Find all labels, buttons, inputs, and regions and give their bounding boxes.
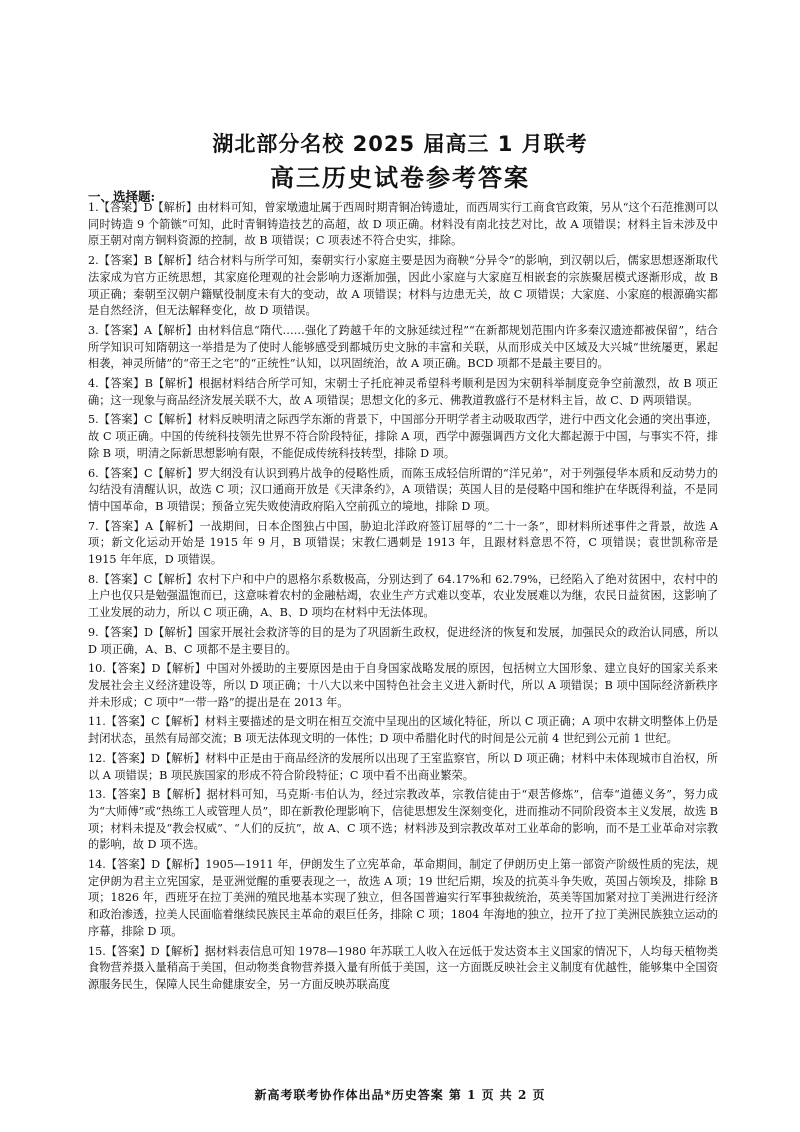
answer-item: 9.【答案】D【解析】国家开展社会救济等的目的是为了巩固新生政权，促进经济的恢复和发展，加强民众的政治认同感，所以 D 项正确，A、B、C 项都不是主要目的。: [88, 625, 718, 656]
answer-item: 15.【答案】D【解析】据材料表信息可知 1978—1980 年苏联工人收入在远低于发达资本主义国家的情况下，人均每天植物类食物营养摄入量稍高于美国，但动物类食物营养摄入量有所低于美国，这一方面既反映社会主义制度有优越性，能够集中全国资源服务民生，保障人民生命健康安全，另一方面反映苏联高度: [88, 944, 718, 991]
exam-title: 湖北部分名校 2025 届高三 1 月联考: [212, 132, 588, 156]
answer-item: 7.【答案】A【解析】一战期间，日本企图独占中国，胁迫北洋政府签订屈辱的“二十一条”，即材料所述事件之背景，故选 A 项；新文化运动开始是 1915 年 9 月，B 项错误；宋教仁遇刺是 1913 年，且跟材料意思不符，C 项错误；袁世凯称帝是 1915 年年底，D 项错误。: [88, 519, 718, 567]
answer-item: 1.【答案】D【解析】由材料可知，曾家墩遗址属于西周时期青铜冶铸遗址，而西周实行工商食官政策，另从“这个石范推测可以同时铸造 9 个箭镞”可知，此时青铜铸造技艺的高超，故 D 项正确。材料没有南北技艺对比，故 A 项错误；材料主旨未涉及中原王朝对南方铜料资源的控制，故 B 项错误；C 项表述不符合史实，排除。: [88, 201, 718, 248]
answer-item: 14.【答案】D【解析】1905—1911 年，伊朗发生了立宪革命，革命期间，制定了伊朗历史上第一部资产阶级性质的宪法，规定伊朗为君主立宪国家，是亚洲觉醒的重要表现之一，故选 A 项；19 世纪后期，埃及的抗英斗争失败，英国占领埃及，排除 B 项；1826 年，西班牙在拉丁美洲的殖民地基本实现了独立，但各国普遍实行军事独裁统治，英美等国加紧对拉丁美洲进行经济和政治渗透，拉美人民面临着继续民族民主革命的艰巨任务，排除 C 项；1804 年海地的独立，拉开了拉丁美洲民族独立运动的序幕，排除 D 项。: [88, 858, 718, 938]
answer-item: 2.【答案】B【解析】结合材料与所学可知，秦朝实行小家庭主要是因为商鞅“分异令”的影响，到汉朝以后，儒家思想逐渐取代法家成为官方正统思想，其家庭伦理观的社会影响力逐渐加强，因此小家庭与大家庭互相嵌套的宗族聚居模式逐渐形成，故 B 项正确；秦朝至汉朝户籍赋役制度未有大的变动，故 A 项错误；材料与边患无关，故 C 项错误；大家庭、小家庭的根源确实都是自然经济，但无法解释变化，故 D 项错误。: [88, 254, 718, 318]
answer-item: 6.【答案】C【解析】罗大纲没有认识到鸦片战争的侵略性质，而陈玉成轻信所谓的“洋兄弟”，对于列强侵华本质和反动势力的勾结没有清醒认识，故选 C 项；汉口通商开放是《天津条约》，A 项错误；英国人目的是侵略中国和维护在华既得利益，不是同情中国革命，B 项错误；预备立宪失败使清政府陷入空前孤立的境地，排除 D 项。: [88, 466, 718, 513]
answer-item: 11.【答案】C【解析】材料主要描述的是文明在相互交流中呈现出的区域化特征，所以 C 项正确；A 项中农耕文明整体上仍是封闭状态，虽然有局部交流；B 项无法体现文明的一体性；D 项中希腊化时代的时间是公元前 4 世纪到公元前 1 世纪。: [88, 715, 718, 746]
answer-key-title: 高三历史试卷参考答案: [270, 164, 530, 192]
answer-item: 3.【答案】A【解析】由材料信息“隋代……强化了跨越千年的文脉延续过程”“在新都规划范围内许多秦汉遗迹都被保留”，结合所学知识可知隋朝这一举措是为了使时人能够感受到都城历史文脉的丰富和关联，从而形成关中区域及大兴城“世统屡更，累起相袭，神灵所储”的“帝王之宅”的“正统性”认知，以巩固统治，故 A 项正确。BCD 项都不是最主要目的。: [88, 323, 718, 371]
answer-item: 8.【答案】C【解析】农村下户和中户的恩格尔系数极高，分别达到了 64.17%和 62.79%，已经陷入了绝对贫困中，农村中的上户也仅只是勉强温饱而已，这意味着农村的金融枯竭，农业生产方式难以变革，农业发展难以为继，农民日益贫困，这影响了工业发展的动力，所以 C 项正确，A、B、D 项均在材料中无法体现。: [88, 572, 718, 620]
answer-item: 10.【答案】D【解析】中国对外援助的主要原因是由于自身国家战略发展的原因，包括树立大国形象、建立良好的国家关系来发展社会主义经济建设等，所以 D 项正确；十八大以来中国特色社会主义进入新时代，所以 A 项错误；B 项中国际经济新秩序并未形成；C 项中“一带一路”的提出是在 2013 年。: [88, 662, 718, 709]
section-heading: 一、选择题:: [88, 189, 156, 204]
page-footer: 新高考联考协作体出品*历史答案 第 1 页 共 2 页: [254, 1088, 546, 1102]
answer-item: 13.【答案】B【解析】据材料可知，马克斯·韦伯认为，经过宗教改革，宗教信徒由于“艰苦修炼”，信奉“道德义务”，努力成为“大师傅”或“热练工人或管理人员”，即在新教伦理影响下，信徒思想发生深刻变化，进而推动不同阶段资本主义发展，故选 B 项；材料未提及“教会权威”、“人们的反抗”，故 A、C 项不选；材料涉及到宗教改革对工业革命的影响，而不是工业革命对宗教的影响，故 D 项不选。: [88, 788, 718, 852]
answer-item: 4.【答案】B【解析】根据材料结合所学可知，宋朝士子托庇神灵希望科考顺利是因为宋朝科举制度竞争空前激烈，故 B 项正确；这一现象与商品经济发展关联不大，故 A 项错误；思想文化的多元、佛教道教盛行不是材料主旨，故 C、D 两项错误。: [88, 377, 718, 407]
answer-list: [88, 200, 718, 997]
answer-item: 5.【答案】C【解析】材料反映明清之际西学东渐的背景下，中国部分开明学者主动吸取西学，进行中西文化会通的突出事迹，故 C 项正确。中国的传统科技领先世界不符合阶段特征，排除 A 项，西学中源强调西方文化大都起源于中国，与事实不符，排除 B 项，明清之际新思想影响有限，不能促成传统科技转型，排除 D 项。: [88, 413, 718, 460]
answer-item: 12.【答案】D【解析】材料中正是由于商品经济的发展所以出现了王室监察官，所以 D 项正确；材料中未体现城市自治权，所以 A 项错误；B 项民族国家的形成不符合阶段特征；C 项中看不出商业繁荣。: [88, 751, 718, 782]
